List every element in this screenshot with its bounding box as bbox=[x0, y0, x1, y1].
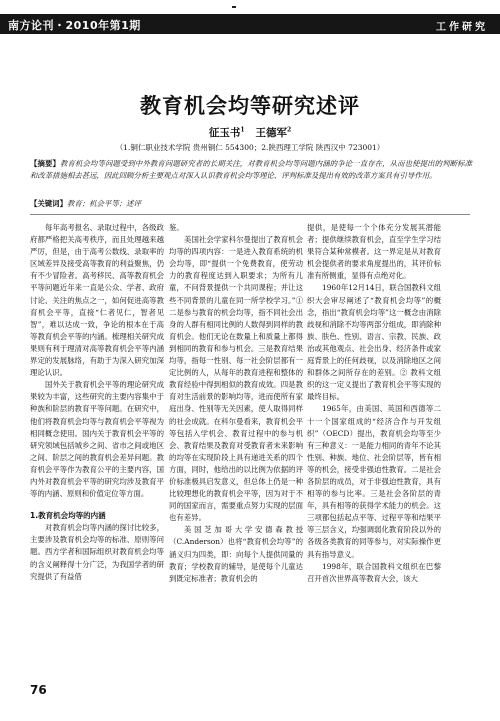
author-2: 王德军 bbox=[255, 127, 287, 139]
keywords-label: 【关键词】 bbox=[30, 199, 67, 208]
divider bbox=[30, 214, 470, 215]
author-1: 征玉书 bbox=[208, 127, 241, 139]
author-1-mark: 1 bbox=[240, 126, 245, 134]
keywords-text: 教育；机会平等；述评 bbox=[66, 199, 141, 208]
keywords bbox=[30, 198, 472, 209]
paragraph: 美国社会学家科尔曼提出了教育机会均等的四项内容：一是进入教育系统的机会均等，即“提供一个免费教育，使劳动力的教育程度达到入职要求；为所有儿童，不问背景提供一个共同课程；并让这些不同背景的儿童在同一所学校学习。”① 二是参与教育的机会均等，指不同社会出身的人群有相同比例的人数得到同样的教育机会。他们无论在数量上和质量上都得到相同的教育和参与机会。三是教育结果均等，指每一性别、每一社会阶层都有一定比例的人，从每年的教育进程和整体的教育经验中得到相似的教育成效。四是教育对生活前景的影响均等，进而使所有家庭出身、性别等无关因素，使人取得同样的社会成就。在科尔曼看来，教育机会平等包括入学机会、教育过程中的参与机会、教育结果及教育对受教育者未来影响的均等在实现阶段上具有递进关系的四个方面，同时，他给出的以比例为依据的评价标准极具启发意义，但总体上仍是一种比较理想化的教育机会平等，因为对于不同的国家而言，需要重点努力实现的层面也有差异。 bbox=[169, 235, 303, 523]
journal-name: 南方论刊・2010年第1期 bbox=[8, 19, 141, 32]
article-title: 教育机会均等研究述评 bbox=[140, 94, 360, 118]
column-1 bbox=[30, 222, 164, 583]
section-heading: 1.教育机会均等的内涵 bbox=[30, 511, 106, 521]
column-2 bbox=[169, 222, 303, 585]
paragraph: 1965年，由美国、英国和西德等二十一个国家组成的“经济合作与开发组织”（OECD）提出，教育机会均等至少有三种意义：一是能力相同的青年不论其性别、种族、地位、社会阶层等，皆有相等的机会，接受非强迫性教育。二是社会各阶层的成员，对于非强迫性教育，具有相等的参与比率。三是社会各阶层的青年，具有相等的获得学术能力的机会。这三项都包括起点平等、过程平等和结果平等三层含义，均强调弱化教育阶段以外的各级各类教育的同等参与，对实际操作更具有指导意义。 bbox=[307, 404, 441, 559]
abstract-text: 教育机会均等问题受到中外教育问题研究者的长期关注，对教育机会均等问题内涵的争论一直存在，从而也使提出的判断标准和改革措施相去甚远，因此回顾分析主要观点对深入认识教育机会均等理论、评判标准及提出有效的改革方案具有引导作用。 bbox=[30, 159, 472, 180]
journal-header bbox=[0, 14, 500, 34]
paragraph: 每年高考报名、录取过程中，各级政府都严格把关高考秩序，而且处理越来越严厉，但是，由于高考公数线、录取率的区域差异及接受高等教育的利益聚焦，仍有不少冒险者。高考移民、高等教育机会平等问题近年来一直是公众、学者、政府讨论、关注的焦点之一，如何促进高等教育机会平等，直接“仁者见仁，智者见智”，难以达成一致，争论的根本在于高等教育机会平等的内涵。梳理相关研究成果则有利于理清对高等教育机会平等内涵界定的发展脉络，有助于为深入研究加深理论认识。 bbox=[30, 223, 164, 378]
paragraph: 美国芝加哥大学安德森教授（C.Anderson）也将“教育机会均等”的涵义归为四类，即：向每个人提供同量的教育；学校教育的辅导，是使每个儿童达到既定标准者；教育机会的 bbox=[169, 525, 303, 583]
author-line bbox=[0, 125, 500, 140]
column-3 bbox=[307, 222, 441, 585]
paragraph: 1960年12月14日，联合国教科文组织大会审尽阐述了“教育机会均等”的概念，指出“教育机会均等”这一概念由消除歧视和消除不均等两部分组成，即消除种族、肤色、性别、语言、宗教、民族、政治或其他观点、社会出身、经济条件或家庭背景上的任何歧视，以及消除地区之间和群体之间所存在的差别。② 教科文组织的这一定义提出了教育机会平等实现的最终目标。 bbox=[307, 283, 441, 402]
corner-mark bbox=[232, 6, 236, 8]
paragraph: 提供，是使每一个个体充分发展其潜能者；提供继续教育机会，直至学生学习结果符合某种常模者。这一界定是从对教育机会提供者的要求角度提出的，其评价标准有所侧重，显得有点绝对化。 bbox=[307, 223, 441, 281]
section-name: 工作研究 bbox=[436, 22, 488, 33]
abstract-label: 【摘要】 bbox=[30, 159, 60, 168]
author-2-mark: 2 bbox=[286, 126, 292, 134]
paragraph: 对教育机会均等内涵的探讨比较多，主要涉及教育机会均等的标准、原则等问题。西方学者和国际组织对教育机会均等的含义阐释得十分广泛，为我国学者的研究提供了有益借 bbox=[30, 523, 164, 581]
page-number: 76 bbox=[30, 683, 47, 697]
paragraph: 国外关于教育机会平等的理论研究成果较为丰富，这些研究的主要内容集中于种族和阶层的教育平等问题。在研究中，他们将教育机会均等与教育机会平等视为相同概念使用。国内关于教育机会平等的研究领域包括城乡之间、省市之间或地区之间、阶层之间的教育机会差异问题。教育机会平等作为教育公平的主要内容，国内外对教育机会平等的研究均涉及教育平等的内涵、原则和价值定位等方面。 bbox=[30, 380, 164, 499]
paragraph: 鉴。 bbox=[169, 223, 184, 232]
affiliation: （1.铜仁职业技术学院 贵州铜仁 554300；2.陕西理工学院 陕西汉中 723001） bbox=[115, 143, 385, 152]
abstract bbox=[30, 158, 472, 182]
paragraph: 1998年，联合国教科文组织在巴黎召开首次世界高等教育大会，该大 bbox=[307, 561, 441, 583]
